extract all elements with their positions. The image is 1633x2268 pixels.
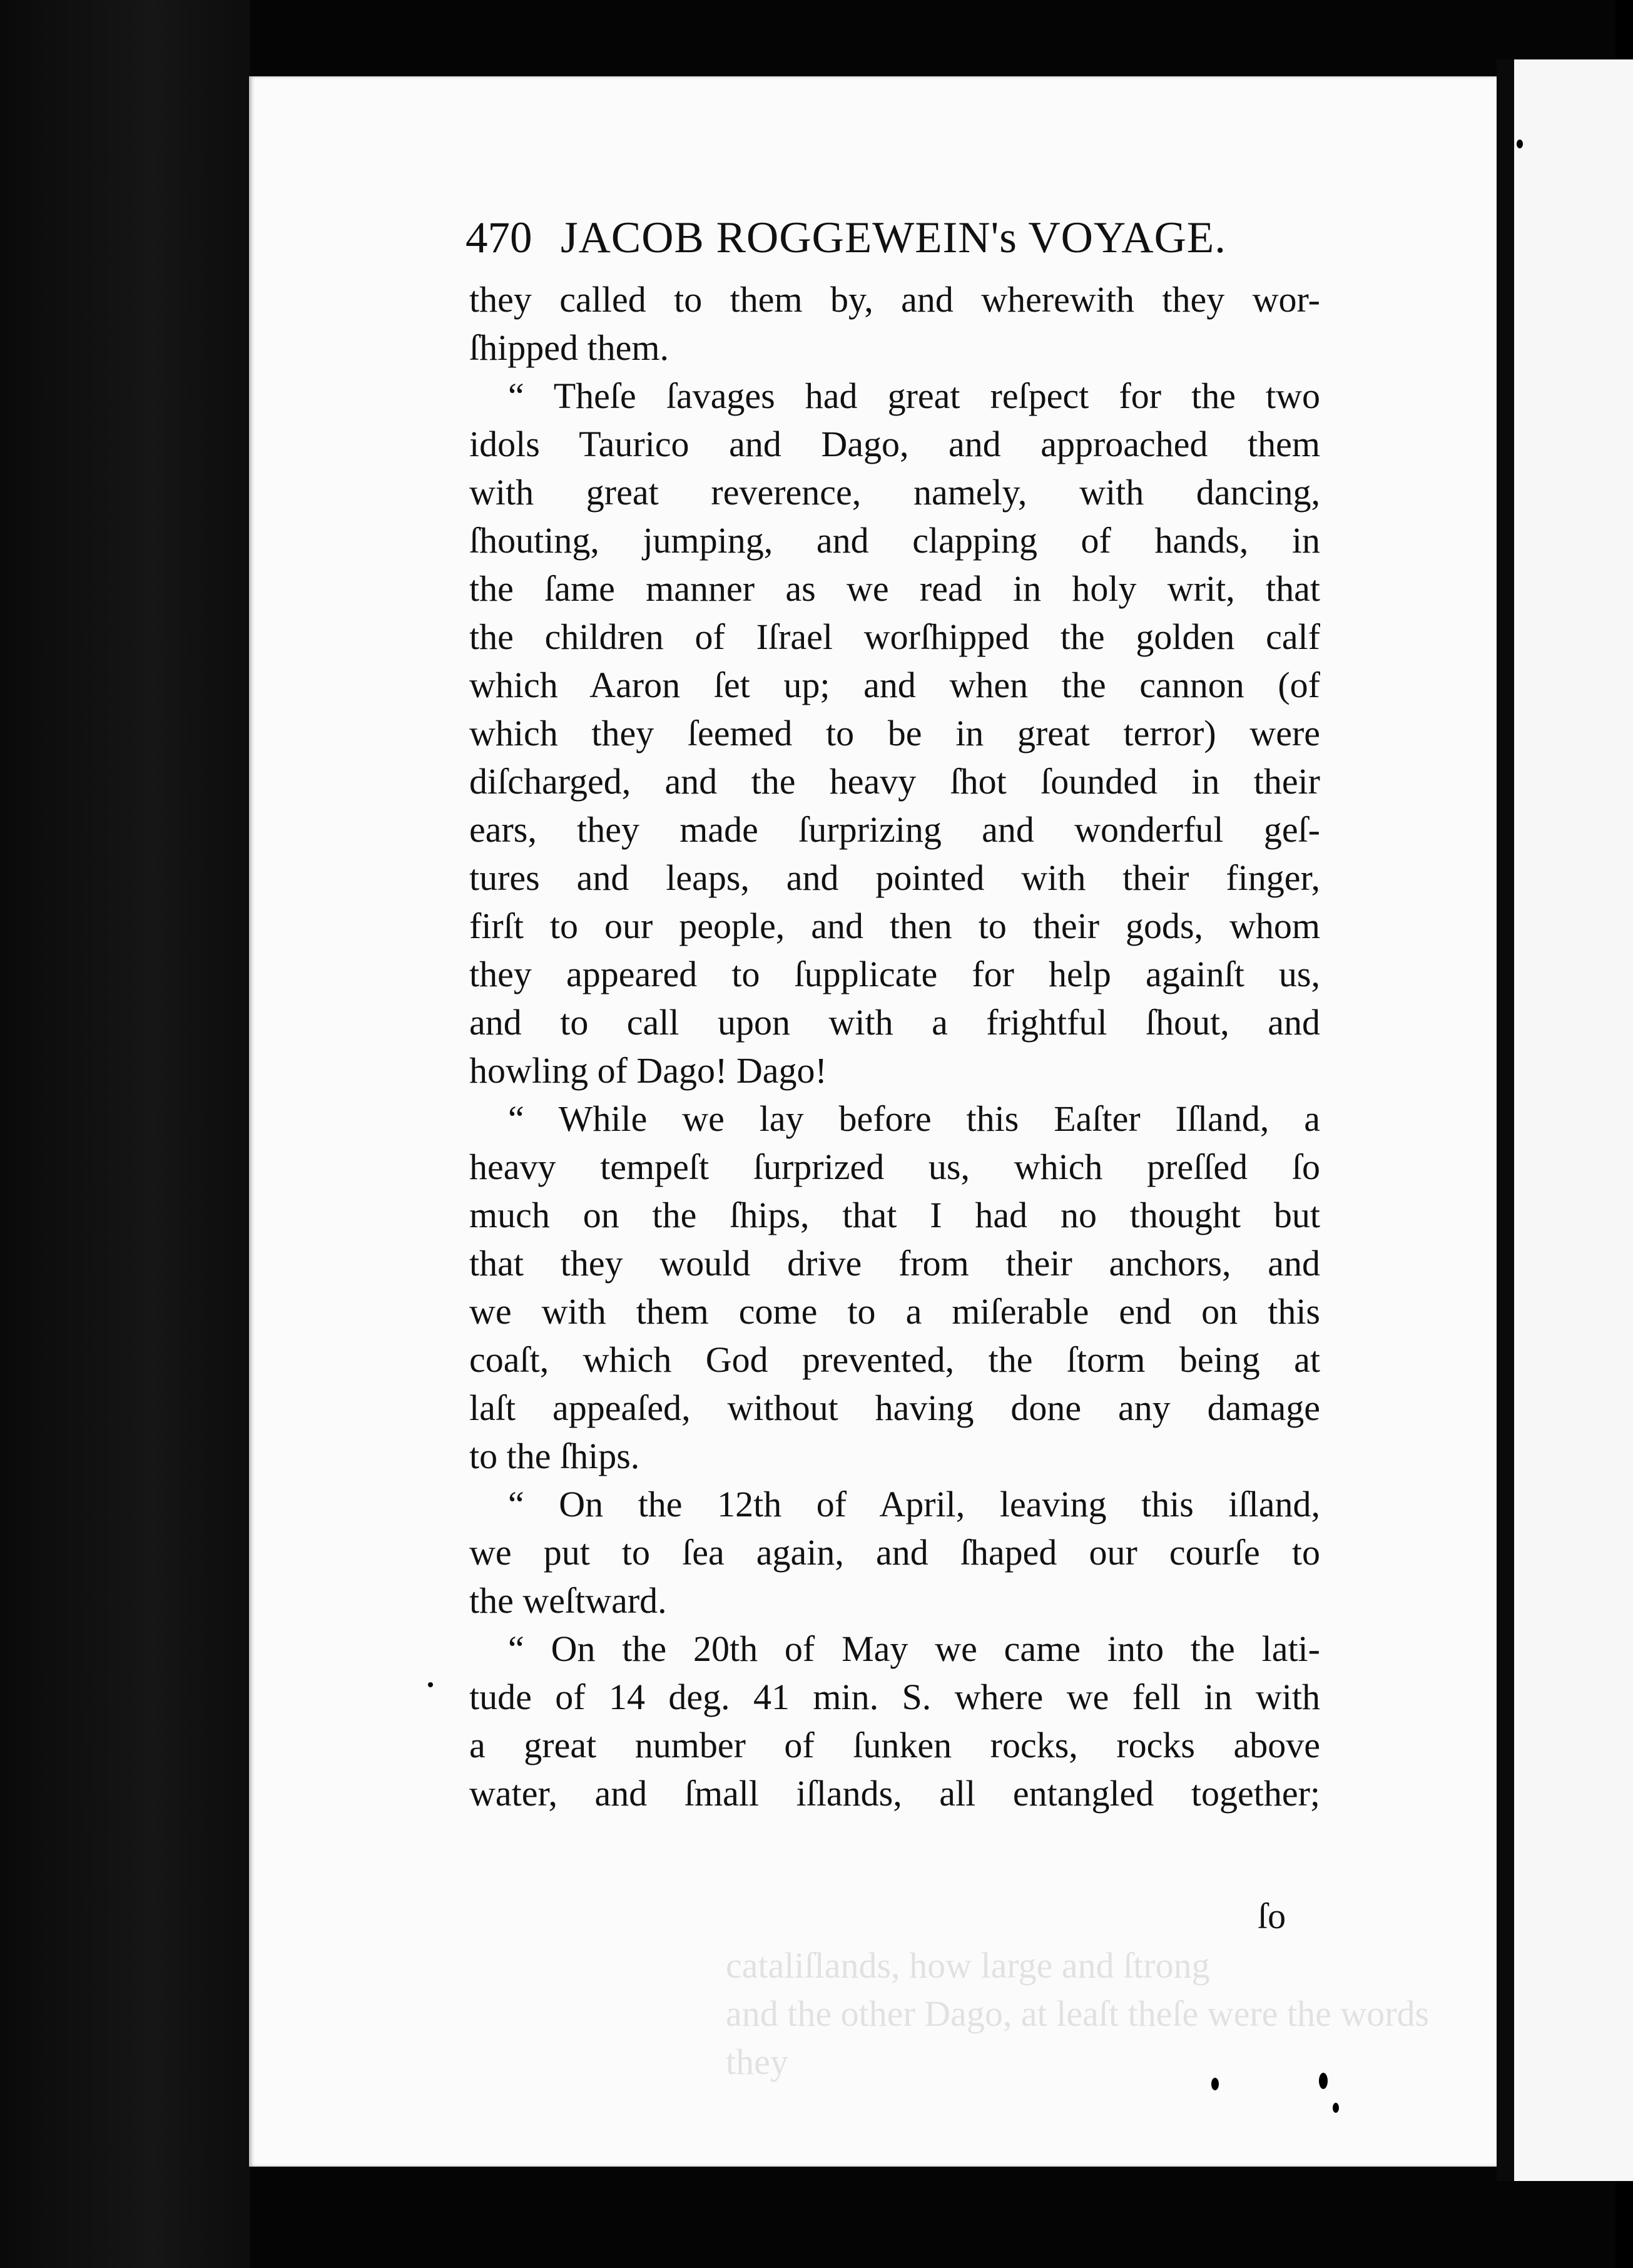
page-number: 470 — [465, 213, 532, 262]
bleed-line: they — [726, 2041, 788, 2082]
facing-page-edge — [1497, 59, 1633, 2181]
text-line: the ſame manner as we read in holy writ, that — [469, 568, 1320, 609]
text-line: idols Taurico and Dago, and approached them — [469, 424, 1320, 464]
ink-speck — [1319, 2073, 1328, 2089]
text-line: “ On the 20th of May we came into the lati- — [508, 1628, 1320, 1669]
binding-shadow — [0, 0, 250, 2268]
text-line: ſhipped them. — [469, 327, 669, 368]
text-line: which they ſeemed to be in great terror) were — [469, 713, 1320, 753]
text-line: they appeared to ſupplicate for help againſt us, — [469, 954, 1320, 994]
text-line: and to call upon with a frightful ſhout, and — [469, 1002, 1320, 1043]
ink-speck — [1333, 2103, 1339, 2113]
bleed-line: and the other Dago, at leaſt theſe were the words — [726, 1993, 1430, 2034]
text-line: tude of 14 deg. 41 min. S. where we fell in with — [469, 1677, 1320, 1717]
text-line: a great number of ſunken rocks, rocks above — [469, 1725, 1320, 1765]
text-line: to the ſhips. — [469, 1436, 640, 1476]
text-line: much on the ſhips, that I had no thought but — [469, 1195, 1320, 1235]
ink-speck — [1517, 140, 1523, 148]
text-line: laſt appeaſed, without having done any damage — [469, 1387, 1320, 1428]
text-line: howling of Dago! Dago! — [469, 1050, 827, 1091]
body-text — [469, 275, 1320, 1817]
catchword: ſo — [1258, 1896, 1286, 1936]
text-line: firſt to our people, and then to their gods, whom — [469, 906, 1320, 946]
text-line: that they would drive from their anchors, and — [469, 1243, 1320, 1284]
text-line: water, and ſmall iſlands, all entangled together; — [469, 1773, 1320, 1814]
text-line: they called to them by, and wherewith they wor- — [469, 279, 1320, 320]
text-line: “ On the 12th of April, leaving this iſland, — [508, 1484, 1320, 1525]
book-page — [249, 76, 1508, 2167]
ink-speck — [1211, 2078, 1219, 2090]
text-line: coaſt, which God prevented, the ſtorm being at — [469, 1339, 1320, 1380]
text-line: with great reverence, namely, with dancing, — [469, 472, 1320, 513]
text-line: ears, they made ſurprizing and wonderful geſ- — [469, 809, 1320, 850]
text-line: the weſtward. — [469, 1580, 667, 1621]
text-line: ſhouting, jumping, and clapping of hands, in — [469, 520, 1320, 561]
running-title: JACOB ROGGEWEIN's VOYAGE. — [561, 213, 1226, 262]
text-line: we put to ſea again, and ſhaped our courſe to — [469, 1532, 1320, 1573]
text-line: heavy tempeſt ſurprized us, which preſſed ſo — [469, 1147, 1320, 1187]
ink-speck — [428, 1682, 433, 1687]
text-line: “ Theſe ſavages had great reſpect for the two — [508, 375, 1320, 416]
text-line: tures and leaps, and pointed with their finger, — [469, 857, 1320, 898]
text-line: we with them come to a miſerable end on this — [469, 1291, 1320, 1332]
text-line: “ While we lay before this Eaſter Iſland, a — [508, 1098, 1320, 1139]
bleed-through-text — [726, 1941, 1430, 2086]
text-line: diſcharged, and the heavy ſhot ſounded in their — [469, 761, 1320, 802]
text-line: the children of Iſrael worſhipped the golden calf — [469, 616, 1320, 657]
bleed-line: cataliſlands, how large and ſtrong — [726, 1945, 1210, 1986]
text-line: which Aaron ſet up; and when the cannon (of — [469, 665, 1320, 705]
